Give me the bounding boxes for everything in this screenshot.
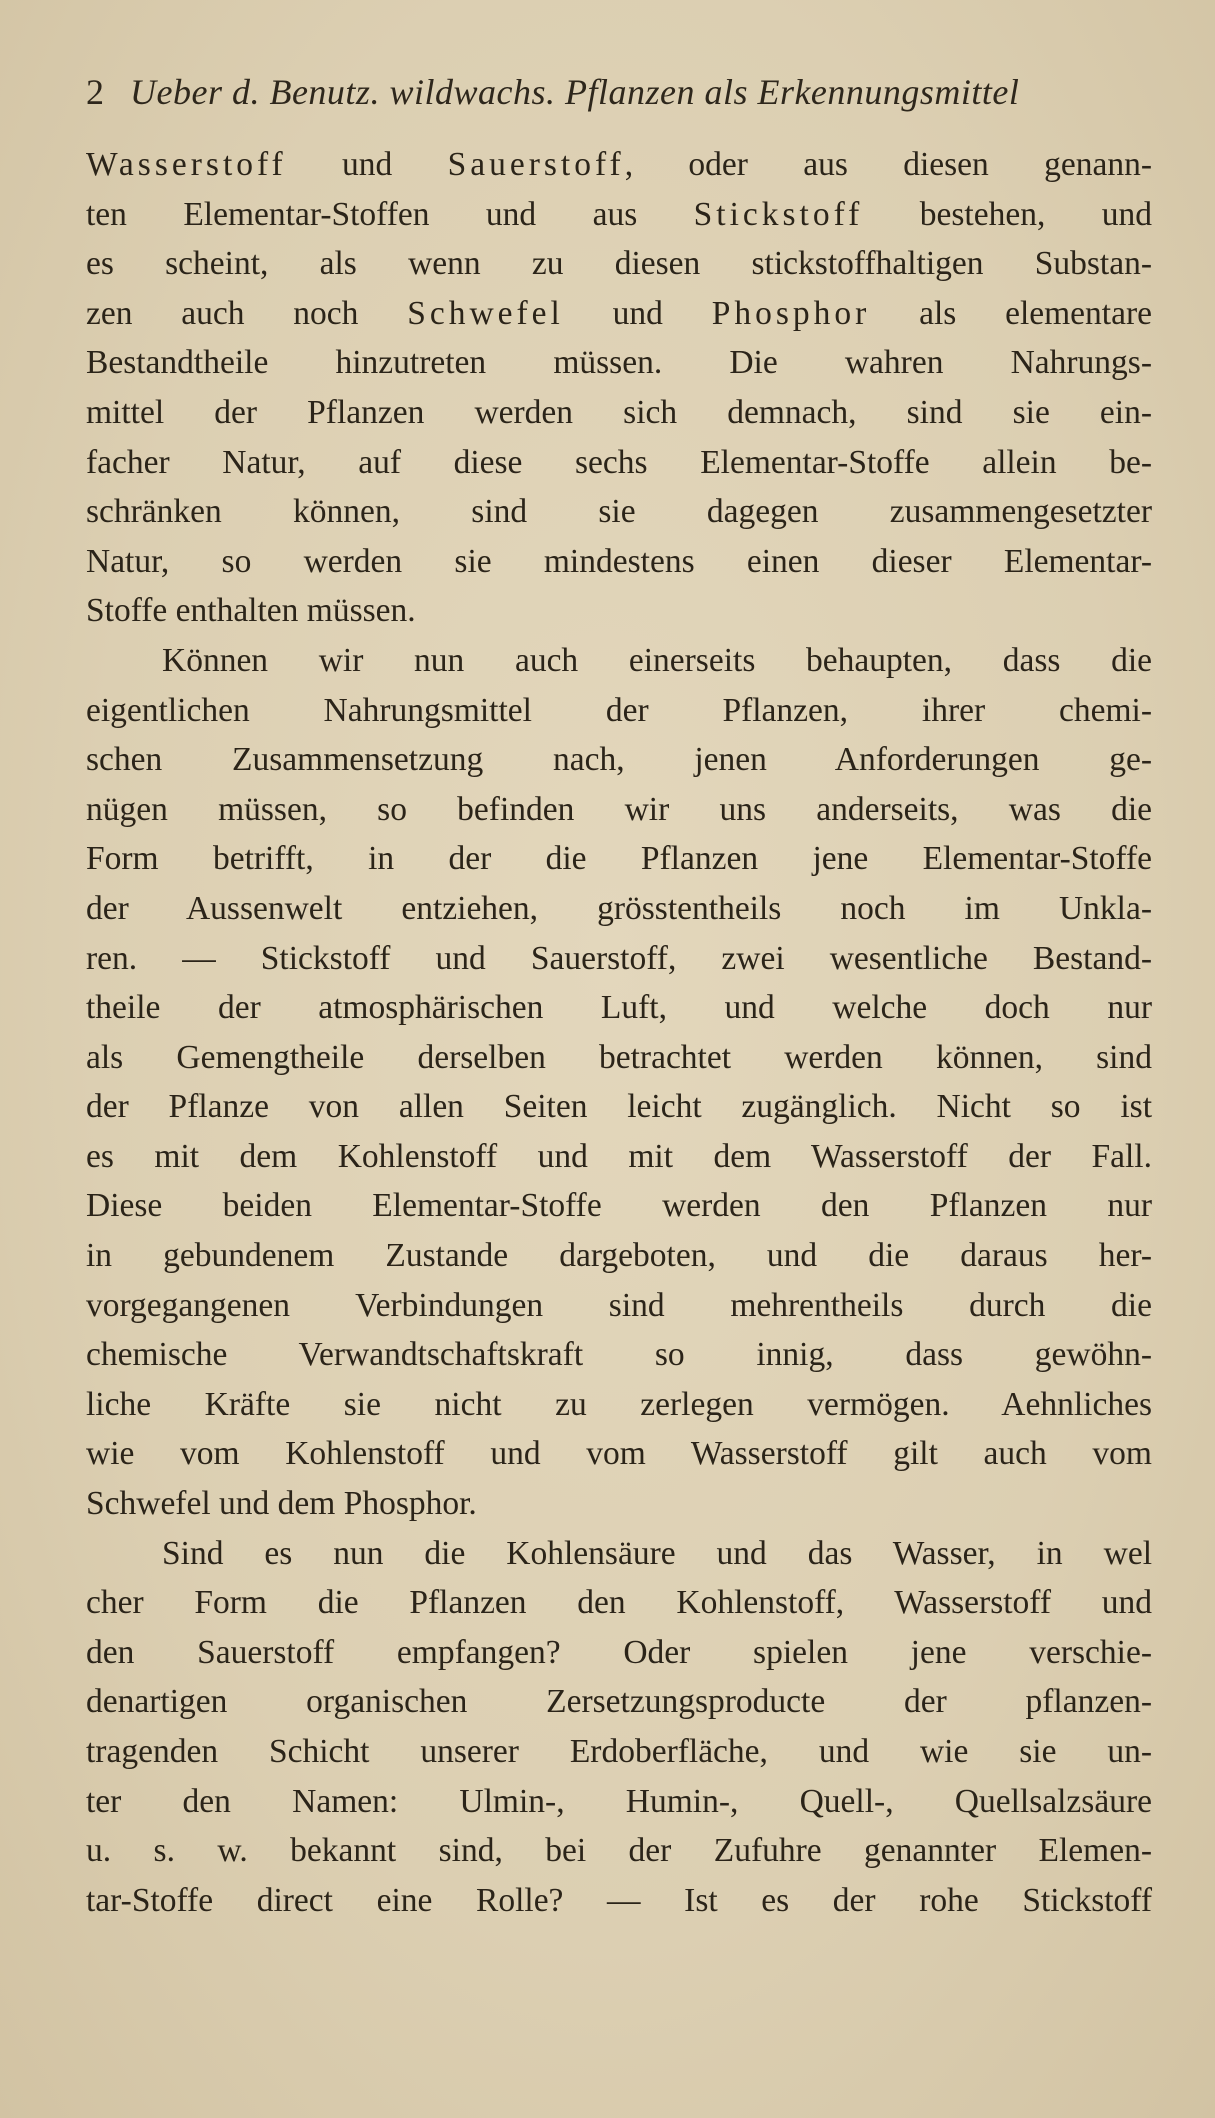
text-segment: der Pflanze von allen Seiten leicht zugänglich. Nicht so ist (86, 1088, 1152, 1126)
text-segment: wie vom Kohlenstoff und vom Wasserstoff gilt auch vom (86, 1435, 1152, 1473)
text-line (86, 1231, 1152, 1281)
text-line (86, 388, 1152, 438)
text-line (86, 983, 1152, 1033)
text-line (86, 140, 1152, 190)
text-line (86, 537, 1152, 587)
text-segment: Diese beiden Elementar-Stoffe werden den Pflanzen nur (86, 1187, 1152, 1225)
text-segment: bestehen, und (863, 195, 1152, 233)
text-line (86, 1578, 1152, 1628)
text-segment: Sind es nun die Kohlensäure und das Wasser, in wel (162, 1534, 1152, 1572)
text-segment: in gebundenem Zustande dargeboten, und die daraus her- (86, 1237, 1152, 1275)
text-segment: ter den Namen: Ulmin-, Humin-, Quell-, Quellsalzsäure (86, 1782, 1152, 1820)
text-segment: als elementare (870, 294, 1152, 332)
text-segment: den Sauerstoff empfangen? Oder spielen jene verschie- (86, 1633, 1152, 1671)
text-segment: und (286, 146, 448, 183)
text-line (86, 785, 1152, 835)
text-line (86, 289, 1152, 339)
spaced-emphasis: Stickstoff (693, 195, 864, 233)
text-line (86, 1429, 1152, 1479)
text-line (86, 1082, 1152, 1132)
text-line (86, 1826, 1152, 1876)
text-segment: denartigen organischen Zersetzungsproducte der pflanzen- (86, 1683, 1152, 1721)
text-segment: es scheint, als wenn zu diesen stickstoffhaltigen Substan- (86, 245, 1152, 283)
text-line (86, 686, 1152, 736)
running-head: Ueber d. Benutz. wildwachs. Pflanzen als Erkennungsmittel (130, 72, 1020, 112)
text-line (86, 338, 1152, 388)
text-segment: Stoffe enthalten müssen. (86, 592, 416, 630)
text-line (86, 735, 1152, 785)
spaced-emphasis: Wasserstoff (86, 146, 287, 183)
text-segment: liche Kräfte sie nicht zu zerlegen vermögen. Aehnliches (86, 1385, 1152, 1423)
text-line (86, 1876, 1152, 1926)
text-line (86, 487, 1152, 537)
text-line (86, 1330, 1152, 1380)
text-segment: cher Form die Pflanzen den Kohlenstoff, Wasserstoff und (86, 1584, 1152, 1622)
text-segment: tar-Stoffe direct eine Rolle? — Ist es der rohe Stickstoff (86, 1881, 1152, 1919)
text-segment: und (563, 294, 712, 332)
text-line (86, 1132, 1152, 1182)
text-segment: Natur, so werden sie mindestens einen dieser Elementar- (86, 542, 1152, 580)
text-line (86, 1628, 1152, 1678)
text-segment: Bestandtheile hinzutreten müssen. Die wahren Nahrungs- (86, 344, 1152, 382)
text-line (86, 1033, 1152, 1083)
text-line (86, 834, 1152, 884)
text-segment: schränken können, sind sie dagegen zusammengesetzter (86, 493, 1152, 531)
text-line (86, 1181, 1152, 1231)
text-segment: ren. — Stickstoff und Sauerstoff, zwei wesentliche Bestand- (86, 939, 1152, 977)
text-line (86, 586, 1152, 636)
text-segment: u. s. w. bekannt sind, bei der Zufuhre genannter Elemen- (86, 1832, 1152, 1870)
text-line (86, 239, 1152, 289)
page-header (86, 70, 1132, 114)
text-segment: als Gemengtheile derselben betrachtet werden können, sind (86, 1038, 1152, 1076)
text-line (86, 934, 1152, 984)
text-segment: tragenden Schicht unserer Erdoberfläche, und wie sie un- (86, 1733, 1152, 1770)
text-segment: Schwefel und dem Phosphor. (86, 1485, 477, 1523)
text-line (86, 1380, 1152, 1430)
text-segment: zen auch noch (86, 294, 408, 332)
text-line (86, 1281, 1152, 1331)
text-segment: der Aussenwelt entziehen, grösstentheils noch im Unkla- (86, 889, 1152, 927)
text-line (86, 636, 1152, 686)
text-line (86, 1727, 1152, 1777)
spaced-emphasis: Schwefel (407, 294, 564, 332)
text-line (86, 190, 1152, 240)
spaced-emphasis: Sauerstoff (447, 146, 625, 183)
text-segment: chemische Verwandtschaftskraft so innig, dass gewöhn- (86, 1336, 1152, 1374)
text-segment: mittel der Pflanzen werden sich demnach, sind sie ein- (86, 393, 1152, 431)
text-line (86, 1677, 1152, 1727)
text-segment: schen Zusammensetzung nach, jenen Anforderungen ge- (86, 741, 1152, 779)
spaced-emphasis: Phosphor (711, 294, 871, 332)
text-segment: , oder aus diesen genann- (624, 146, 1152, 183)
text-line (86, 884, 1152, 934)
text-segment: ten Elementar-Stoffen und aus (86, 195, 694, 233)
text-segment: facher Natur, auf diese sechs Elementar-Stoffe allein be- (86, 443, 1152, 481)
text-segment: theile der atmosphärischen Luft, und welche doch nur (86, 989, 1152, 1027)
text-segment: Können wir nun auch einerseits behaupten, dass die (162, 641, 1152, 679)
text-line (86, 1777, 1152, 1827)
page-number: 2 (86, 72, 104, 112)
text-line (86, 1529, 1152, 1579)
text-segment: es mit dem Kohlenstoff und mit dem Wasserstoff der Fall. (86, 1137, 1152, 1175)
text-line (86, 1479, 1152, 1529)
text-segment: eigentlichen Nahrungsmittel der Pflanzen, ihrer chemi- (86, 691, 1152, 729)
text-segment: vorgegangenen Verbindungen sind mehrentheils durch die (86, 1286, 1152, 1324)
text-line (86, 438, 1152, 488)
text-segment: nügen müssen, so befinden wir uns anderseits, was die (86, 790, 1152, 828)
body-text (86, 140, 1152, 1925)
text-segment: Form betrifft, in der die Pflanzen jene Elementar-Stoffe (86, 840, 1152, 878)
